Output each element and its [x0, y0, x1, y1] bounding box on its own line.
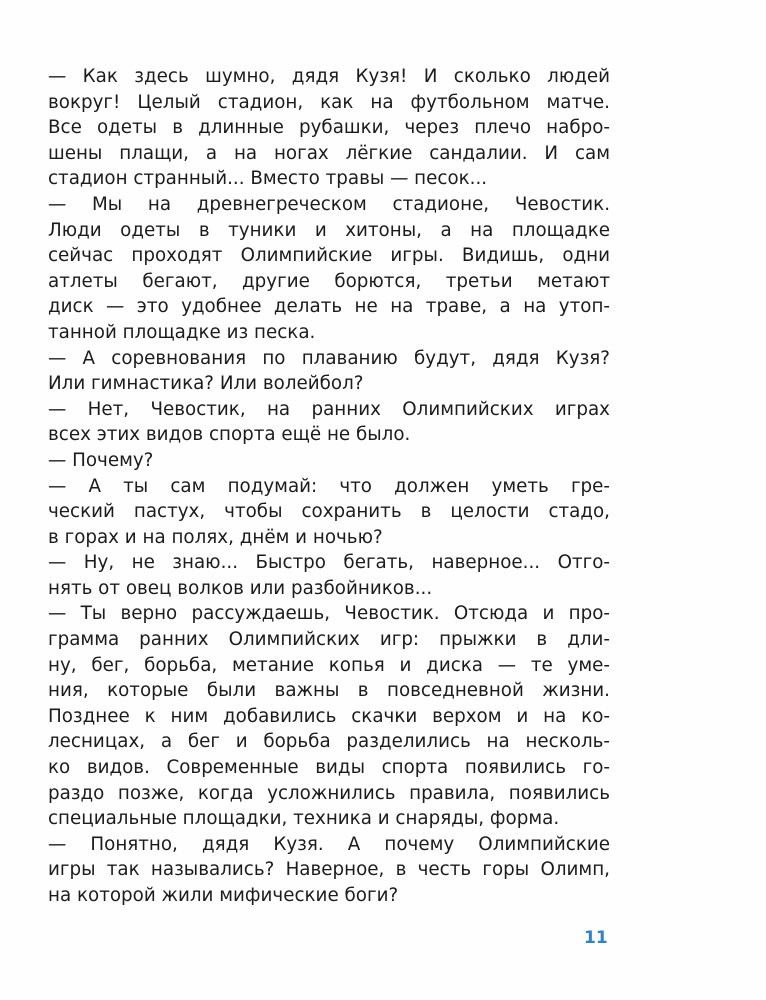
- text-line: Все одеты в длинные рубашки, через плечо набро-: [48, 117, 610, 139]
- text-line: ния, которые были важны в повседневной жизни.: [48, 680, 610, 702]
- text-line: сейчас проходят Олимпийские игры. Видишь, одни: [48, 245, 610, 267]
- page-number: 11: [584, 928, 608, 948]
- text-line: — Ты верно рассуждаешь, Чевостик. Отсюда и про-: [48, 603, 610, 625]
- text-line: на которой жили мифические боги?: [48, 885, 399, 906]
- text-line: игры так назывались? Наверное, в честь горы Олимп,: [48, 859, 610, 881]
- text-line: вокруг! Целый стадион, как на футбольном матче.: [48, 91, 610, 113]
- text-line: — Ну, не знаю... Быстро бегать, наверное... Отго-: [48, 552, 610, 574]
- text-line: — Как здесь шумно, дядя Кузя! И сколько людей: [48, 66, 610, 87]
- text-line: танной площадке из песка.: [48, 321, 316, 343]
- text-line: ну, бег, борьба, метание копья и диска — те уме-: [48, 654, 610, 676]
- text-line: Или гимнастика? Или волейбол?: [48, 373, 364, 395]
- text-line: диск — это удобнее делать не на траве, а на утоп-: [48, 296, 610, 318]
- text-line: нять от овец волков или разбойников...: [48, 577, 433, 599]
- text-line: стадион странный... Вместо травы — песок...: [48, 168, 488, 190]
- text-line: — Понятно, дядя Кузя. А почему Олимпийские: [48, 833, 610, 855]
- text-line: в горах и на полях, днём и ночью?: [48, 526, 383, 548]
- text-line: раздо позже, когда усложнились правила, появились: [48, 782, 610, 804]
- text-line: всех этих видов спорта ещё не было.: [48, 424, 411, 446]
- body-text: [48, 64, 610, 909]
- text-line: — Почему?: [48, 449, 154, 471]
- text-line: ческий пастух, чтобы сохранить в целости стадо,: [48, 501, 610, 523]
- text-line: ко видов. Современные виды спорта появились го-: [48, 757, 610, 779]
- text-line: — А соревнования по плаванию будут, дядя Кузя?: [48, 347, 610, 369]
- text-line: — Нет, Чевостик, на ранних Олимпийских играх: [48, 398, 610, 420]
- text-line: специальные площадки, техника и снаряды, форма.: [48, 808, 560, 830]
- text-line: — А ты сам подумай: что должен уметь гре-: [48, 475, 610, 497]
- text-line: лесницах, а бег и борьба разделились на несколь-: [48, 731, 610, 753]
- text-line: атлеты бегают, другие борются, третьи метают: [48, 270, 610, 292]
- text-line: Позднее к ним добавились скачки верхом и на ко-: [48, 705, 610, 727]
- text-line: шены плащи, а на ногах лёгкие сандалии. И сам: [48, 142, 610, 164]
- text-line: Люди одеты в туники и хитоны, а на площадке: [48, 219, 610, 241]
- text-line: — Мы на древнегреческом стадионе, Чевостик.: [48, 193, 610, 215]
- text-line: грамма ранних Олимпийских игр: прыжки в дли-: [48, 629, 610, 651]
